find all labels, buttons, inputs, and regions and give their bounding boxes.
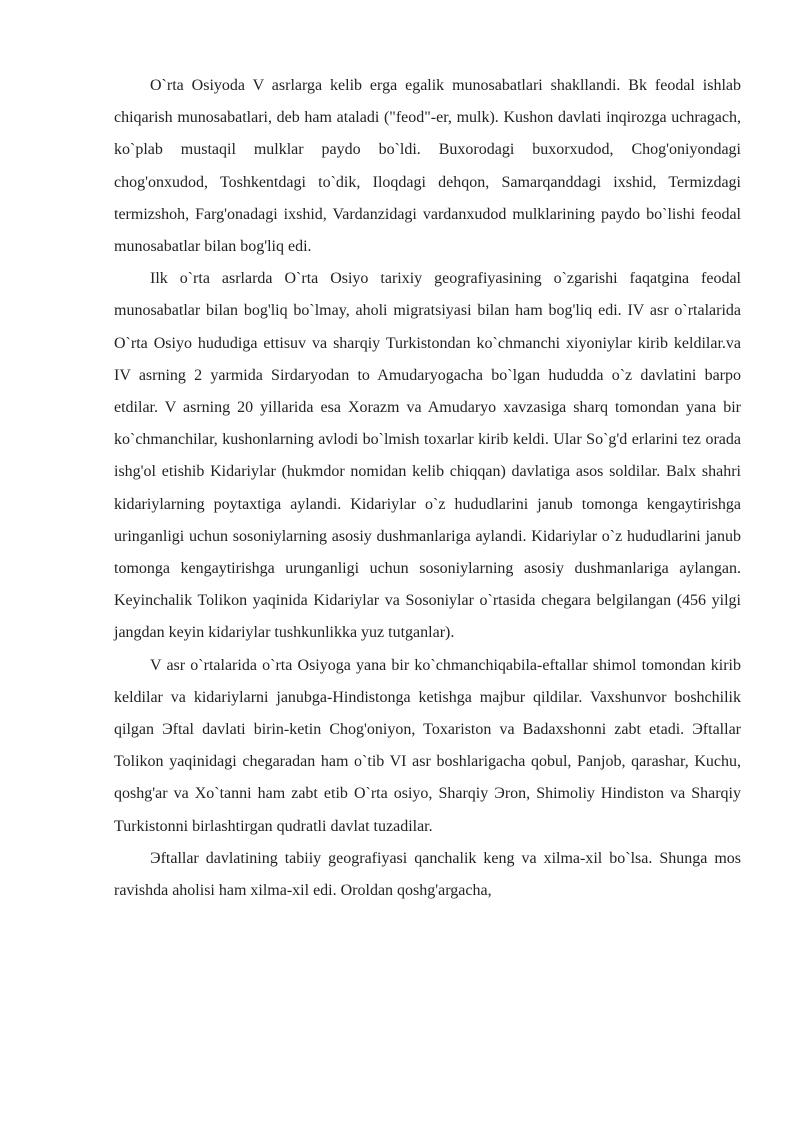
document-page (114, 70, 741, 907)
paragraph-3: V asr o`rtalarida o`rta Osiyoga yana bir ko`chmanchiqabila-eftallar shimol tomondan kirib keldilar va kidariylarni janubga-Hindistonga ketishga majbur qildilar. Vaxshunvor boshchilik qilgan Эftal davlati birin-ketin Chog'oniyon, Toxariston va Badaxshonni zabt etadi. Эftallar Tolikon yaqinidagi chegaradan ham o`tib VI asr boshlarigacha qobul, Panjob, qarashar, Kuchu, qoshg'ar va Xo`tanni ham zabt etib O`rta osiyo, Sharqiy Эron, Shimoliy Hindiston va Sharqiy Turkistonni birlashtirgan qudratli davlat tuzadilar. (114, 656, 741, 835)
paragraph-1: O`rta Osiyoda V asrlarga kelib erga egalik munosabatlari shakllandi. Bk feodal ishlab chiqarish munosabatlari, deb ham ataladi ("feod"-er, mulk). Kushon davlati inqirozga uchragach, ko`plab mustaqil mulklar paydo bo`ldi. Buxorodagi buxorxudod, Chog'oniyondagi chog'onxudod, Toshkentdagi to`dik, Iloqdagi dehqon, Samarqanddagi ixshid, Termizdagi termizshoh, Farg'onadagi ixshid, Vardanzidagi vardanxudod mulklarining paydo bo`lishi feodal munosabatlar bilan bog'liq edi. (114, 77, 741, 256)
paragraph-4: Эftallar davlatining tabiiy geografiyasi qanchalik keng va xilma-xil bo`lsa. Shunga mos ravishda aholisi ham xilma-xil edi. Oroldan qoshg'argacha, (114, 849, 741, 900)
paragraph-2: Ilk o`rta asrlarda O`rta Osiyo tarixiy geografiyasining o`zgarishi faqatgina feodal munosabatlar bilan bog'liq bo`lmay, aholi migratsiyasi bilan ham bog'liq edi. IV asr o`rtalarida O`rta Osiyo hududiga ettisuv va sharqiy Turkistondan ko`chmanchi xiyoniylar kirib keldilar.va IV asrning 2 yarmida Sirdaryodan to Amudaryogacha bo`lgan hududda o`z davlatini barpo etdilar. V asrning 20 yillarida esa Xorazm va Amudaryo xavzasiga sharq tomondan yana bir ko`chmanchilar, kushonlarning avlodi bo`lmish toxarlar kirib keldi. Ular So`g'd erlarini tez orada ishg'ol etishib Kidariylar (hukmdor nomidan kelib chiqqan) davlatiga asos soldilar. Balx shahri kidariylarning poytaxtiga aylandi. Kidariylar o`z hududlarini janub tomonga kengaytirishga uringanligi uchun sosoniylarning asosiy dushmanlariga aylandi. Kidariylar o`z hududlarini janub tomonga kengaytirishga urunganligi uchun sosoniylarning asosiy dushmanlariga aylangan. Keyinchalik Tolikon yaqinida Kidariylar va Sosoniylar o`rtasida chegara belgilangan (456 yilgi jangdan keyin kidariylar tushkunlikka yuz tutganlar). (114, 270, 741, 642)
